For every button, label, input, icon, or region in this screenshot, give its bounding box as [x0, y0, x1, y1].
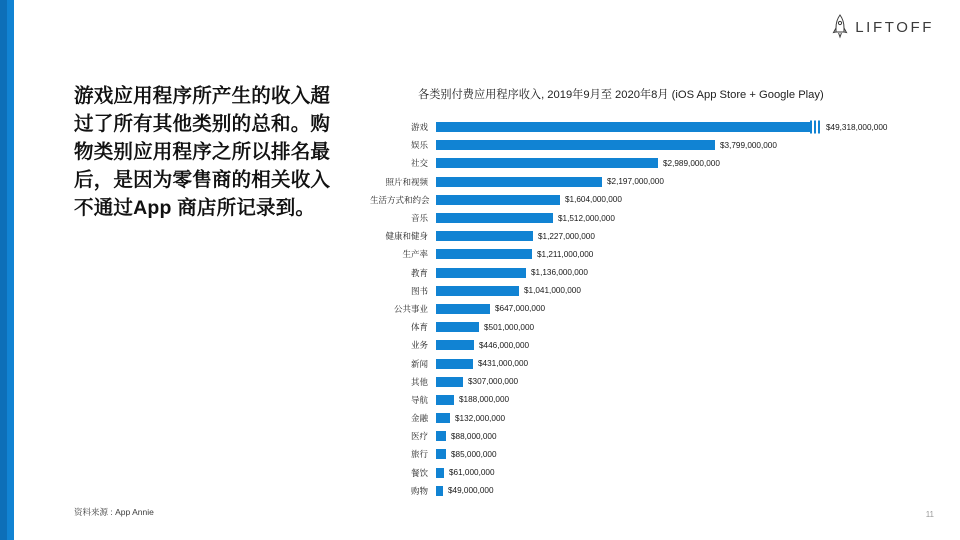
category-label: 其他: [410, 376, 428, 387]
bar-value-label: $431,000,000: [478, 359, 529, 369]
category-label: 公共事业: [393, 303, 428, 314]
bar-area: [436, 482, 940, 500]
bar-value-label: $61,000,000: [449, 468, 495, 478]
bar: [436, 468, 444, 478]
category-label: 健康和健身: [385, 231, 428, 242]
bar-area: [436, 464, 940, 482]
bar-value-label: $647,000,000: [495, 304, 546, 314]
bar: [436, 359, 473, 369]
chart-row: [370, 354, 940, 372]
bar: [436, 268, 526, 278]
bar: [436, 195, 560, 205]
bar: [436, 231, 533, 241]
chart-row: [370, 427, 940, 445]
category-label: 购物: [410, 485, 428, 496]
chart-row: [370, 118, 940, 136]
left-accent-bar: [0, 0, 14, 540]
category-label: 社交: [410, 158, 428, 169]
bar-area: [436, 373, 940, 391]
bar-value-label: $3,799,000,000: [720, 140, 777, 150]
bar-area: [436, 154, 940, 172]
category-label: 照片和视频: [385, 176, 428, 187]
bar-area: [436, 445, 940, 463]
chart-row: [370, 300, 940, 318]
bar-value-label: $1,041,000,000: [524, 286, 581, 296]
category-label: 业务: [410, 340, 428, 351]
bar-value-label: $2,197,000,000: [607, 177, 664, 187]
bar-value-label: $49,000,000: [448, 486, 494, 496]
bar-value-label: $307,000,000: [468, 377, 519, 387]
axis-break-icon: [810, 121, 821, 134]
bar-value-label: $2,989,000,000: [663, 158, 720, 168]
chart-row: [370, 136, 940, 154]
category-label: 生活方式和约会: [370, 194, 430, 205]
bar-area: [436, 245, 940, 263]
bar-area: [436, 409, 940, 427]
brand-logo: [832, 14, 934, 40]
bar-area: [436, 354, 940, 372]
category-label: 医疗: [410, 431, 428, 442]
bar-value-label: $1,604,000,000: [565, 195, 622, 205]
bar-area: [436, 391, 940, 409]
bar: [436, 249, 532, 259]
left-accent-bar-inner: [0, 0, 7, 540]
bar-area: [436, 427, 940, 445]
bar: [436, 449, 446, 459]
category-label: 教育: [410, 267, 428, 278]
bar-area: [436, 300, 940, 318]
revenue-bar-chart: [370, 86, 940, 506]
chart-row: [370, 227, 940, 245]
bar: [436, 140, 715, 150]
bar: [436, 177, 602, 187]
bar-area: [436, 173, 940, 191]
bar: [436, 340, 474, 350]
chart-row: [370, 173, 940, 191]
bar-value-label: $85,000,000: [451, 449, 497, 459]
bar: [436, 213, 553, 223]
chart-rows: [370, 118, 940, 500]
bar: [436, 431, 446, 441]
bar: [436, 322, 479, 332]
bar-value-label: $1,211,000,000: [537, 249, 594, 259]
headline-text: 游戏应用程序所产生的收入超过了所有其他类别的总和。购物类别应用程序之所以排名最后，是因为零售商的相关收入不通过App 商店所记录到。: [74, 85, 331, 219]
category-label: 新闻: [410, 358, 428, 369]
category-label: 图书: [410, 285, 428, 296]
bar: [436, 122, 821, 132]
category-label: 娱乐: [410, 140, 428, 151]
category-label: 生产率: [402, 249, 428, 260]
bar: [436, 486, 443, 496]
bar-value-label: $1,136,000,000: [531, 268, 588, 278]
chart-row: [370, 445, 940, 463]
bar-area: [436, 118, 940, 136]
bar: [436, 395, 454, 405]
chart-row: [370, 264, 940, 282]
chart-title: 各类别付费应用程序收入, 2019年9月至 2020年8月 (iOS App Store + Google Play): [418, 89, 824, 101]
category-label: 体育: [410, 322, 428, 333]
chart-row: [370, 318, 940, 336]
chart-row: [370, 245, 940, 263]
bar: [436, 158, 658, 168]
bar: [436, 377, 463, 387]
bar-value-label: $188,000,000: [459, 395, 510, 405]
chart-row: [370, 464, 940, 482]
brand-name: LIFTOFF: [855, 18, 934, 36]
bar-value-label: $446,000,000: [479, 340, 530, 350]
bar-value-label: $501,000,000: [484, 322, 535, 332]
bar-area: [436, 191, 940, 209]
bar: [436, 413, 450, 423]
category-label: 旅行: [410, 449, 428, 460]
bar-value-label: $49,318,000,000: [826, 122, 888, 132]
bar-value-label: $1,227,000,000: [538, 231, 595, 241]
chart-row: [370, 154, 940, 172]
bar-area: [436, 227, 940, 245]
chart-row: [370, 482, 940, 500]
chart-row: [370, 409, 940, 427]
chart-row: [370, 191, 940, 209]
bar-value-label: $1,512,000,000: [558, 213, 615, 223]
bar-area: [436, 336, 940, 354]
category-label: 金融: [410, 413, 428, 424]
chart-row: [370, 391, 940, 409]
rocket-icon: [832, 14, 848, 40]
bar-area: [436, 282, 940, 300]
chart-row: [370, 209, 940, 227]
bar-area: [436, 264, 940, 282]
bar-area: [436, 318, 940, 336]
chart-row: [370, 336, 940, 354]
bar: [436, 304, 490, 314]
bar-area: [436, 136, 940, 154]
bar: [436, 286, 519, 296]
bar-value-label: $88,000,000: [451, 431, 497, 441]
category-label: 餐饮: [410, 467, 428, 478]
chart-row: [370, 282, 940, 300]
bar-value-label: $132,000,000: [455, 413, 506, 423]
page-number: 11: [925, 510, 934, 519]
source-note: 资料来源 : App Annie: [74, 507, 154, 517]
bar-area: [436, 209, 940, 227]
category-label: 游戏: [410, 122, 428, 133]
chart-row: [370, 373, 940, 391]
category-label: 音乐: [410, 213, 428, 224]
category-label: 导航: [410, 394, 428, 405]
